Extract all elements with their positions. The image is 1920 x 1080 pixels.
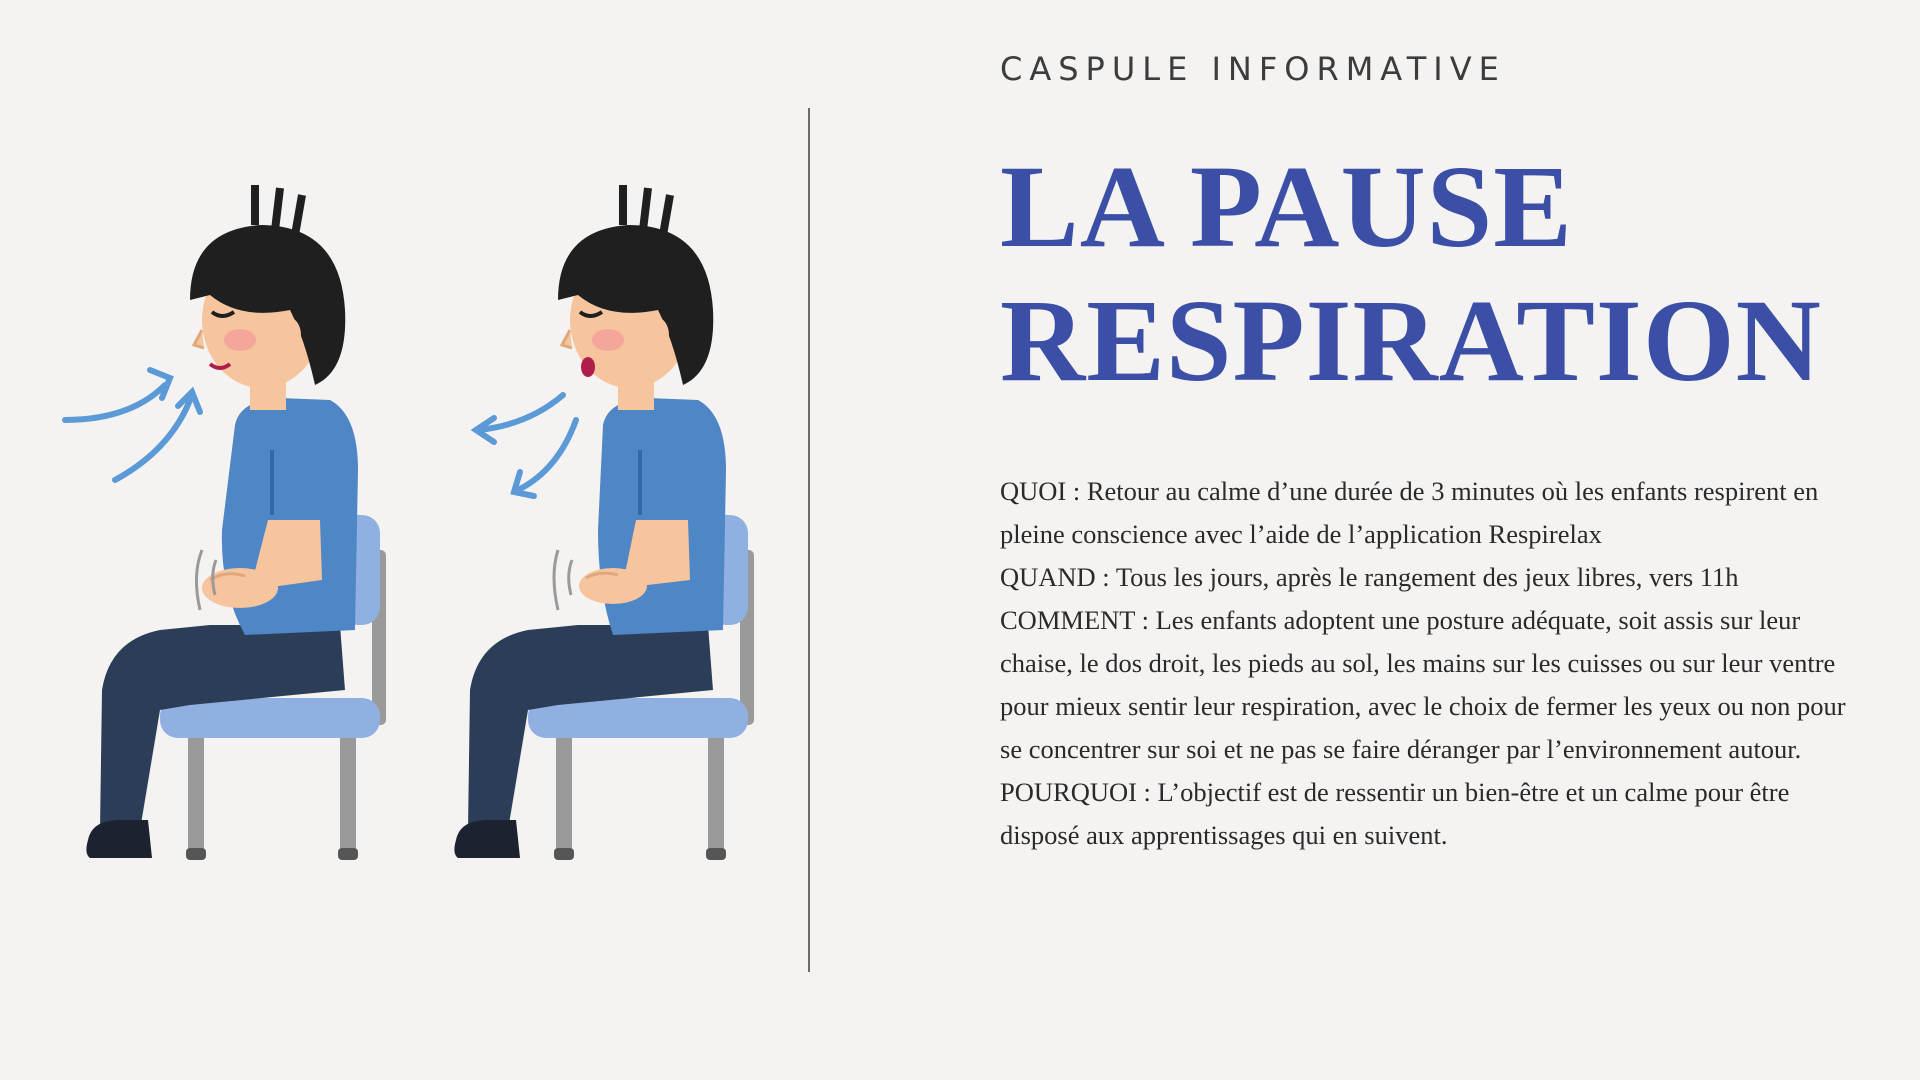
figure-inhale	[65, 185, 386, 860]
section-comment: COMMENT : Les enfants adoptent une posture adéquate, soit assis sur leur chaise, le dos droit, les pieds au sol, les mains sur les cuisses ou sur leur ventre pour mieux sentir leur respiration, avec le choix de fermer les yeux ou non pour se concentrer sur soi et ne pas se faire déranger par l’environnement autour.	[1000, 605, 1846, 764]
section-quoi: QUOI : Retour au calme d’une durée de 3 minutes où les enfants respirent en pleine conscience avec l’aide de l’application Respirelax	[1000, 476, 1819, 549]
section-pourquoi: POURQUOI : L’objectif est de ressentir un bien-être et un calme pour être disposé aux apprentissages qui en suivent.	[1000, 777, 1790, 850]
page-title	[1000, 140, 1900, 408]
title-line-2: RESPIRATION	[1000, 275, 1822, 406]
kicker-label: CASPULE INFORMATIVE	[1000, 50, 1506, 88]
figure-exhale	[454, 185, 754, 860]
info-body	[1000, 470, 1850, 857]
breathing-illustration	[40, 170, 780, 890]
vertical-divider	[808, 108, 810, 972]
section-quand: QUAND : Tous les jours, après le rangement des jeux libres, vers 11h	[1000, 562, 1739, 592]
title-line-1: LA PAUSE	[1000, 141, 1573, 272]
